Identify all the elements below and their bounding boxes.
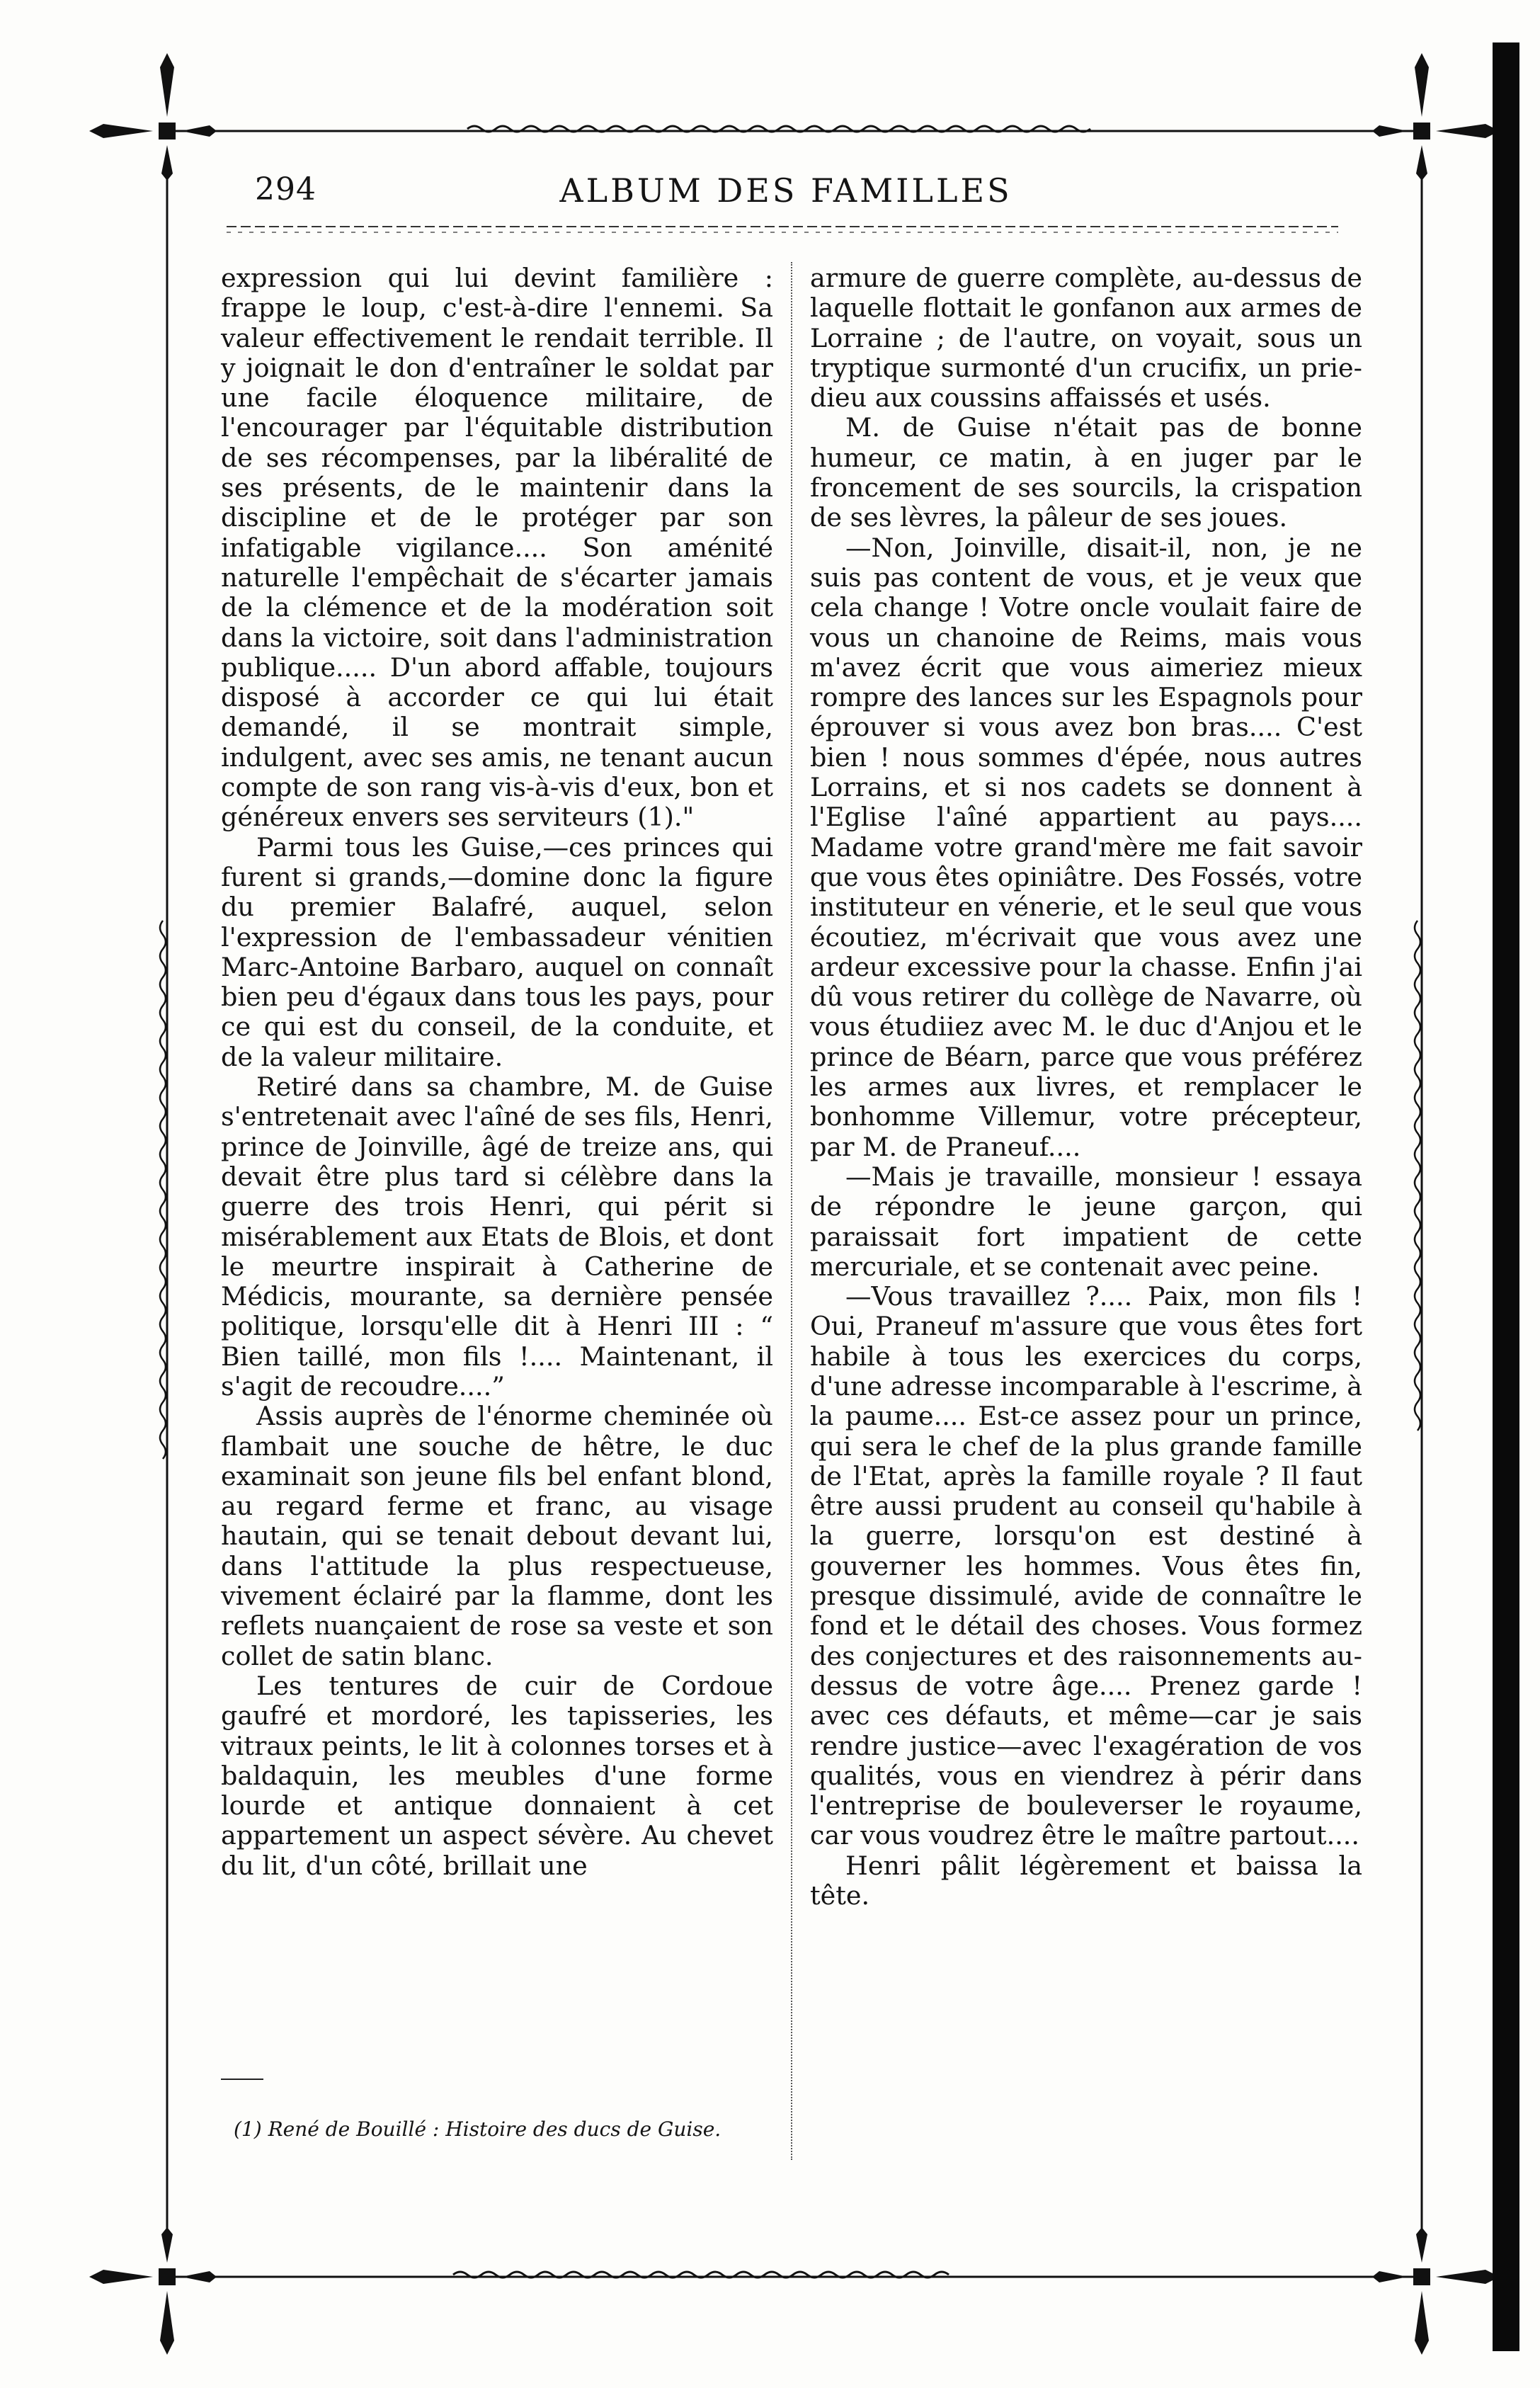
paragraph: Parmi tous les Guise,—ces princes qui furent si grands,—domine donc la figure du premier Balafré, auquel, selon l'expression de l'embassadeur vénitien Marc-Antoine Barbaro, auquel on connaît bien peu d'égaux dans tous les pays, pour ce qui est du conseil, de la conduite, et de la valeur militaire.: [221, 831, 773, 1072]
paragraph: Les tentures de cuir de Cordoue gaufré et mordoré, les tapisseries, les vitraux peints, le lit à colonnes torses et à baldaquin, les meubles d'une forme lourde et antique donnaient à cet appartement un aspect sévère. Au chevet du lit, d'un côté, brillait une: [221, 1670, 773, 1881]
corner-fleuron-top-right: [1372, 53, 1500, 181]
paragraph: Retiré dans sa chambre, M. de Guise s'entretenait avec l'aîné de ses fils, Henri, prince de Joinville, âgé de treize ans, qui devait être plus tard si célèbre dans la guerre des trois Henri, qui périt si misérablement aux Etats de Blois, et dont le meurtre inspirait à Catherine de Médicis, mourante, sa dernière pensée politique, lorsqu'elle dit à Henri III : “ Bien taillé, mon fils !.... Maintenant, il s'agit de recoudre....”: [221, 1071, 773, 1401]
corner-fleuron-bottom-right: [1372, 2227, 1500, 2355]
right-column: [810, 263, 1362, 1911]
corner-fleuron-top-left: [89, 53, 217, 181]
paragraph: M. de Guise n'était pas de bonne humeur, ce matin, à en juger par le froncement de ses sourcils, la crispation de ses lèvres, la pâleur de ses joues.: [810, 412, 1362, 533]
paragraph: armure de guerre complète, au-dessus de laquelle flottait le gonfanon aux armes de Lorraine ; de l'autre, on voyait, sous un tryptique surmonté d'un crucifix, un prie-dieu aux coussins affaissés et usés.: [810, 263, 1362, 414]
page-number: 294: [255, 171, 316, 207]
left-column: [221, 263, 773, 1881]
paragraph: expression qui lui devint familière : frappe le loup, c'est-à-dire l'ennemi. Sa valeur effectivement le rendait terrible. Il y joignait le don d'entraîner le soldat par une facile éloquence militaire, de l'encourager par l'équitable distribution de ses récompenses, par la libéralité de ses présents, de le maintenir dans la discipline et de le protéger par son infatigable vigilance.... Son aménité naturelle l'empêchait de s'écarter jamais de la clémence et de la modération soit dans la victoire, soit dans l'administration publique..... D'un abord affable, toujours disposé à accorder ce qui lui était demandé, il se montrait simple, indulgent, avec ses amis, ne tenant aucun compte de son rang vis-à-vis d'eux, bon et généreux envers ses serviteurs (1).": [221, 263, 773, 833]
column-divider: [791, 262, 792, 2160]
paragraph: —Mais je travaille, monsieur ! essaya de répondre le jeune garçon, qui paraissait fort impatient de cette mercuriale, et se contenait avec peine.: [810, 1161, 1362, 1282]
corner-fleuron-bottom-left: [89, 2227, 217, 2355]
paragraph: —Vous travaillez ?.... Paix, mon fils ! Oui, Praneuf m'assure que vous êtes fort habile à tous les exercices du corps, d'une adresse incomparable à l'escrime, à la paume.... Est-ce assez pour un prince, qui sera le chef de la plus grande famille de l'Etat, après la famille royale ? Il faut être aussi prudent au conseil qu'habile à la guerre, lorsqu'on est destiné à gouverner les hommes. Vous êtes fin, presque dissimulé, avide de connaître le fond et le détail des choses. Vous formez des conjectures et des raisonnements au-dessus de votre âge.... Prenez garde ! avec ces défauts, et même—car je sais rendre justice—avec l'exagération de vos qualités, vous en viendrez à périr dans l'entreprise de bouleverser le royaume, car vous voudrez être le maître partout....: [810, 1281, 1362, 1851]
footnote-rule: [221, 2079, 263, 2080]
binding-edge-shadow: [1493, 42, 1519, 2351]
paragraph: Assis auprès de l'énorme cheminée où flambait une souche de hêtre, le duc examinait son jeune fils bel enfant blond, au regard ferme et franc, au visage hautain, qui se tenait debout devant lui, dans l'attitude la plus respectueuse, vivement éclairé par la flamme, dont les reflets nuançaient de rose sa veste et son collet de satin blanc.: [221, 1401, 773, 1671]
paragraph: —Non, Joinville, disait-il, non, je ne suis pas content de vous, et je veux que cela change ! Votre oncle voulait faire de vous un chanoine de Reims, mais vous m'avez écrit que vous aimeriez mieux rompre des lances sur les Espagnols pour éprouver si vous avez bon bras.... C'est bien ! nous sommes d'épée, nous autres Lorrains, et si nos cadets se donnent à l'Eglise l'aîné appartient au pays.... Madame votre grand'mère me fait savoir que vous êtes opiniâtre. Des Fossés, votre instituteur en vénerie, et le seul que vous écoutiez, m'écrivait que vous avez une ardeur excessive pour la chasse. Enfin j'ai dû vous retirer du collège de Navarre, où vous étudiiez avec M. le duc d'Anjou et le prince de Béarn, parce que vous préférez les armes aux livres, et remplacer le bonhomme Villemur, votre précepteur, par M. de Praneuf....: [810, 532, 1362, 1162]
footnote: (1) René de Bouillé : Histoire des ducs de Guise.: [234, 2117, 721, 2141]
running-header: [234, 164, 1338, 214]
running-title: ALBUM DES FAMILLES: [559, 171, 1013, 210]
paragraph: Henri pâlit légèrement et baissa la tête.: [810, 1850, 1362, 1911]
